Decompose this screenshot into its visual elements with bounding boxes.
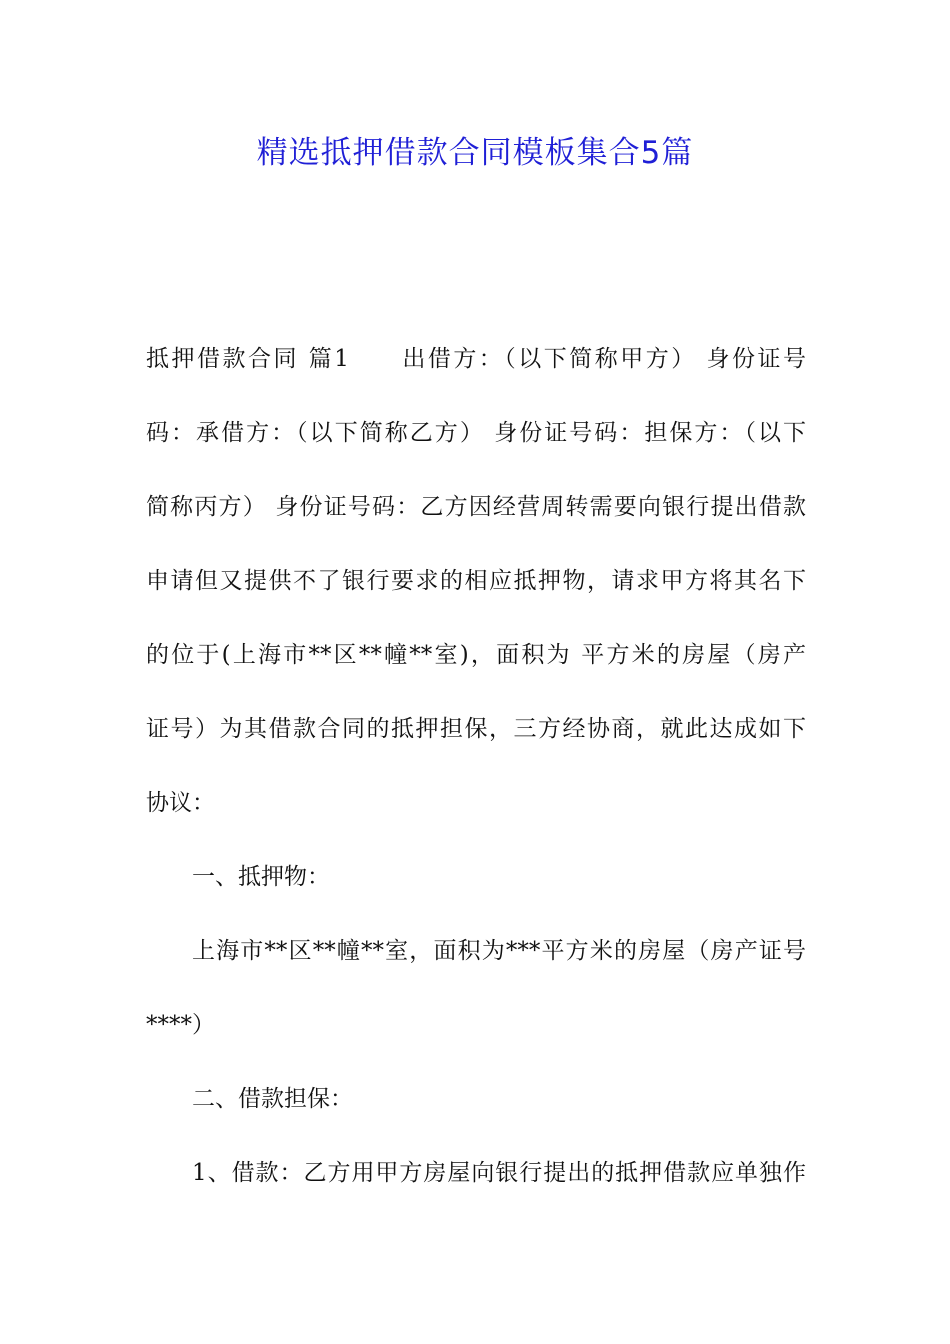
body-line: 1、借款：乙方用甲方房屋向银行提出的抵押借款应单独作	[192, 1160, 806, 1186]
body-line: 证号）为其借款合同的抵押担保，三方经协商，就此达成如下	[146, 716, 806, 742]
section-heading: 二、借款担保：	[192, 1086, 353, 1112]
body-line: 的位于(上海市**区**幢**室)，面积为 平方米的房屋（房产	[146, 642, 806, 668]
body-line: 简称丙方） 身份证号码：乙方因经营周转需要向银行提出借款	[146, 494, 806, 520]
document-title: 精选抵押借款合同模板集合5篇	[256, 135, 694, 171]
body-line: 码：承借方：（以下简称乙方） 身份证号码：担保方：（以下	[146, 420, 806, 446]
section-heading: 一、抵押物：	[192, 864, 330, 890]
body-line: 申请但又提供不了银行要求的相应抵押物，请求甲方将其名下	[146, 568, 806, 594]
body-line: 上海市**区**幢**室，面积为***平方米的房屋（房产证号	[192, 938, 806, 964]
body-line: 协议：	[146, 790, 215, 816]
document-body	[146, 334, 806, 1222]
body-line: 抵押借款合同 篇1 出借方：（以下简称甲方） 身份证号	[146, 346, 806, 372]
body-line: ****）	[146, 1012, 215, 1038]
